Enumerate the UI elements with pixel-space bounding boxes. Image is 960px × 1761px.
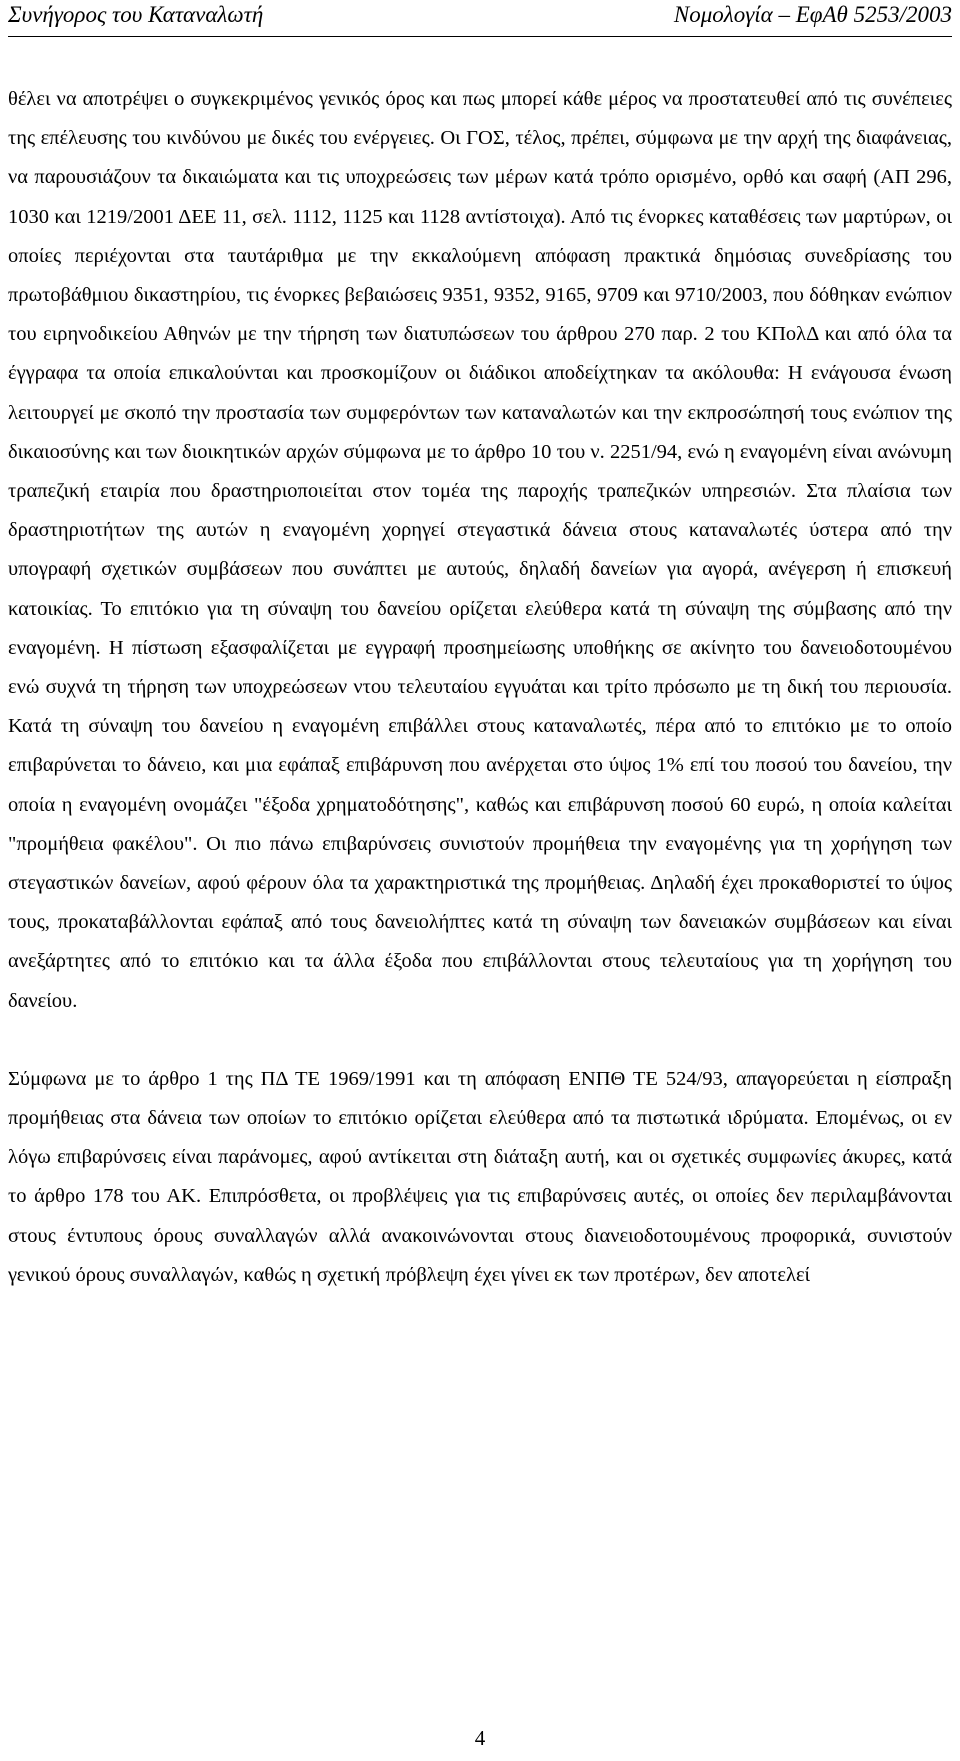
- running-header: [8, 0, 952, 36]
- document-body: [8, 80, 952, 1295]
- page-number: 4: [474, 1726, 486, 1750]
- header-right-reference: Νομολογία – ΕφΑθ 5253/2003: [673, 2, 952, 27]
- header-divider: [8, 36, 952, 37]
- paragraph-2: Σύμφωνα με το άρθρο 1 της ΠΔ ΤΕ 1969/1991 και τη απόφαση ΕΝΠΘ ΤΕ 524/93, απαγορεύεται η είσπραξη προμήθειας στα δάνεια των οποίων το επιτόκιο ορίζεται ελεύθερα από τα πιστωτικά ιδρύματα. Επομένως, οι εν λόγω επιβαρύνσεις είναι παράνομες, αφού αντίκειται στη διάταξη αυτή, και οι σχετικές συμφωνίες άκυρες, κατά το άρθρο 178 του ΑΚ. Επιπρόσθετα, οι προβλέψεις για τις επιβαρύνσεις αυτές, οι οποίες δεν περιλαμβάνονται στους έντυπους όρους συναλλαγών αλλά ανακοινώνονται στους διανειοδοτουμένους προφορικά, συνιστούν γενικού όρους συναλλαγών, καθώς η σχετική πρόβλεψη έχει γίνει εκ των προτέρων, δεν αποτελεί: [8, 1067, 952, 1286]
- paragraph-1: θέλει να αποτρέψει ο συγκεκριμένος γενικός όρος και πως μπορεί κάθε μέρος να προστατευθεί από τις συνέπειες της επέλευσης του κινδύνου με δικές του ενέργειες. Οι ΓΟΣ, τέλος, πρέπει, σύμφωνα με την αρχή της διαφάνειας, να παρουσιάζουν τα δικαιώματα και τις υποχρεώσεις των μέρων κατά τρόπο ορισμένο, ορθό και σαφή (ΑΠ 296, 1030 και 1219/2001 ΔΕΕ 11, σελ. 1112, 1125 και 1128 αντίστοιχα). Από τις ένορκες καταθέσεις των μαρτύρων, οι οποίες περιέχονται στα ταυτάριθμα με την εκκαλούμενη απόφαση πρακτικά δημόσιας συνεδρίασης του πρωτοβάθμιου δικαστηρίου, τις ένορκες βεβαιώσεις 9351, 9352, 9165, 9709 και 9710/2003, που δόθηκαν ενώπιον του ειρηνοδικείου Αθηνών με την τήρηση των διατυπώσεων του άρθρου 270 παρ. 2 του ΚΠολΔ και από όλα τα έγγραφα τα οποία επικαλούνται και προσκομίζουν οι διάδικοι αποδείχτηκαν τα ακόλουθα: Η ενάγουσα ένωση λειτουργεί με σκοπό την προστασία των συμφερόντων των καταναλωτών και την εκπροσώπησή τους ενώπιον της δικαιοσύνης και των διοικητικών αρχών σύμφωνα με το άρθρο 10 του ν. 2251/94, ενώ η εναγομένη είναι ανώνυμη τραπεζική εταιρία που δραστηριοποιείται στον τομέα της παροχής τραπεζικών υπηρεσιών. Στα πλαίσια των δραστηριοτήτων της αυτών η εναγομένη χορηγεί στεγαστικά δάνεια στους καταναλωτές ύστερα από την υπογραφή σχετικών συμβάσεων που συνάπτει με αυτούς, δηλαδή δανείων για αγορά, ανέγερση ή επισκευή κατοικίας. Το επιτόκιο για τη σύναψη του δανείου ορίζεται ελεύθερα κατά τη σύναψη της σύμβασης από την εναγομένη. Η πίστωση εξασφαλίζεται με εγγραφή προσημείωσης υποθήκης σε ακίνητο του δανειοδοτουμένου ενώ συχνά τη τήρηση των υποχρεώσεων ντου τελευταίου εγγυάται και τρίτο πρόσωπο με τη δική του περιουσία. Κατά τη σύναψη του δανείου η εναγομένη επιβάλλει στους καταναλωτές, πέρα από το επιτόκιο με το οποίο επιβαρύνεται το δάνειο, και μια εφάπαξ επιβάρυνση που ανέρχεται στο ύψος 1% επί του ποσού του δανείου, την οποία η εναγομένη ονομάζει "έξοδα χρηματοδότησης", καθώς και επιβάρυνση ποσού 60 ευρώ, η οποία καλείται "προμήθεια φακέλου". Οι πιο πάνω επιβαρύνσεις συνιστούν προμήθεια την εναγομένης για τη χορήγηση των στεγαστικών δανείων, αφού φέρουν όλα τα χαρακτηριστικά της προμήθειας. Δηλαδή έχει προκαθοριστεί το ύψος τους, προκαταβάλλονται εφάπαξ από τους δανειολήπτες κατά τη σύναψη των δανειακών συμβάσεων και είναι ανεξάρτητες από το επιτόκιο και τα άλλα έξοδα που επιβάλλονται στους τελευταίους για τη χορήγηση του δανείου.: [8, 88, 952, 1012]
- header-left-title: Συνήγορος του Καταναλωτή: [8, 2, 264, 27]
